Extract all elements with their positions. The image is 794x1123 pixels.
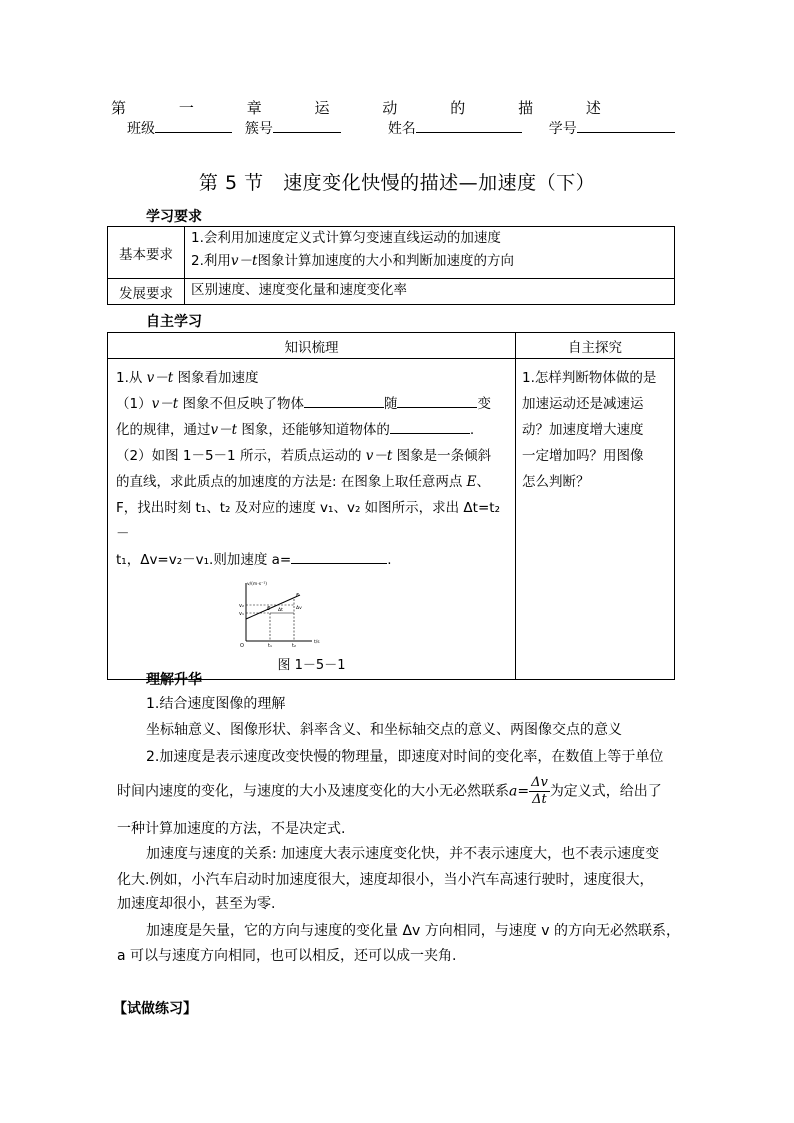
self-study-table bbox=[107, 332, 675, 680]
chapter-char: 描 bbox=[518, 99, 534, 117]
understanding-p4c: 加速度却很小，甚至为零. bbox=[117, 896, 276, 912]
advanced-label: 发展要求 bbox=[108, 279, 185, 305]
svg-text:v₂: v₂ bbox=[239, 603, 244, 609]
understanding-p4b: 化大.例如，小汽车启动时加速度很大，速度却很小，当小汽车高速行驶时，速度很大， bbox=[117, 872, 654, 888]
svg-text:v₁: v₁ bbox=[239, 611, 244, 617]
blank-4[interactable] bbox=[291, 548, 387, 564]
chapter-char: 章 bbox=[246, 99, 262, 117]
col-header-knowledge: 知识梳理 bbox=[108, 333, 516, 359]
group-field[interactable] bbox=[273, 118, 341, 133]
name-label: 姓名 bbox=[387, 121, 416, 137]
chapter-char: 动 bbox=[382, 99, 398, 117]
student-info-line bbox=[127, 118, 675, 138]
col-header-explore: 自主探究 bbox=[516, 333, 675, 359]
fig-ylabel: v/(m·s⁻¹) bbox=[247, 582, 268, 587]
understanding-p3a: 2.加速度是表示速度改变快慢的物理量，即速度对时间的变化率，在数值上等于单位 bbox=[146, 749, 664, 765]
svg-text:F: F bbox=[296, 593, 299, 599]
blank-1[interactable] bbox=[304, 392, 384, 408]
self-study-heading: 自主学习 bbox=[146, 314, 202, 330]
knowledge-cell: 1.从 v－t 图象看加速度 （1）v－t 图象不但反映了物体 随 变 化的规律，通过v－t 图象，还能够知道物体的 . （2）如图 1－5－1 所示，若质点运动的 v－t 图象是一条倾斜 的直线，求此质点的加速度的方法是: 在图象上取任意两点 E、 F，找出时刻 t₁、t₂ 及对应的速度 v₁、v₂ 如图所示，求出 Δt=t₂－ t₁，Δv=v₂－v₁.则加速度 a= . v/(m·s⁻¹) v₂ v₁ E F Δt Δv t₁ t₂ t/s O 图 1－5－1 bbox=[108, 359, 516, 680]
advanced-content: 区别速度、速度变化量和速度变化率 bbox=[185, 279, 675, 305]
requirements-heading: 学习要求 bbox=[146, 209, 202, 225]
svg-text:t/s: t/s bbox=[314, 640, 320, 645]
chapter-char: 第 bbox=[111, 99, 127, 117]
explore-cell: 1.怎样判断物体做的是 加速运动还是减速运 动？加速度增大速度 一定增加吗？用图像 怎么判断？ bbox=[516, 359, 675, 680]
svg-text:O: O bbox=[240, 643, 244, 649]
chapter-char: 运 bbox=[314, 99, 330, 117]
basic-item-1: 1.会利用加速度定义式计算匀变速直线运动的加速度 bbox=[191, 230, 501, 246]
class-label: 班级 bbox=[127, 121, 155, 137]
requirements-table bbox=[107, 226, 675, 305]
svg-text:t₁: t₁ bbox=[268, 643, 272, 649]
vt-line bbox=[246, 595, 300, 619]
figure-caption: 图 1－5－1 bbox=[277, 658, 346, 673]
chapter-char: 的 bbox=[450, 99, 466, 117]
understanding-p5a: 加速度是矢量，它的方向与速度的变化量 Δv 方向相同，与速度 v 的方向无必然联系， bbox=[146, 923, 680, 939]
id-label: 学号 bbox=[548, 121, 577, 137]
understanding-p3b: 时间内速度的变化，与速度的大小及速度变化的大小无必然联系a= $\frac{\Delta v}{\Delta t}$ 为定义式，给出了 bbox=[117, 775, 662, 807]
basic-item-2: 2.利用v－t图象计算加速度的大小和判断加速度的方向 bbox=[191, 253, 514, 269]
blank-3[interactable] bbox=[390, 418, 470, 434]
understanding-p1: 1.结合速度图像的理解 bbox=[146, 696, 286, 712]
name-field[interactable] bbox=[416, 118, 522, 133]
chapter-header bbox=[111, 97, 601, 118]
svg-text:t₂: t₂ bbox=[292, 643, 296, 649]
understanding-p2: 坐标轴意义、图像形状、斜率含义、和坐标轴交点的意义、两图像交点的意义 bbox=[146, 722, 622, 738]
understanding-heading: 理解升华 bbox=[146, 672, 202, 688]
basic-label: 基本要求 bbox=[108, 227, 185, 279]
class-field[interactable] bbox=[155, 118, 232, 133]
svg-text:Δt: Δt bbox=[278, 608, 283, 613]
blank-2[interactable] bbox=[397, 392, 477, 408]
group-label: 簇号 bbox=[244, 121, 273, 137]
understanding-p3c: 一种计算加速度的方法，不是决定式. bbox=[117, 821, 346, 837]
understanding-p4a: 加速度与速度的关系: 加速度大表示速度变化快，并不表示速度大，也不表示速度变 bbox=[146, 846, 660, 862]
vt-graph-figure bbox=[234, 579, 334, 649]
svg-text:E: E bbox=[267, 606, 271, 612]
chapter-char: 一 bbox=[178, 99, 194, 117]
practice-heading: 【试做练习】 bbox=[113, 1001, 197, 1017]
id-field[interactable] bbox=[577, 118, 675, 133]
basic-content bbox=[185, 227, 675, 279]
formula-fraction: $\frac{\Delta v}{\Delta t}$ bbox=[531, 775, 548, 807]
svg-text:Δv: Δv bbox=[296, 606, 302, 611]
section-title: 第 5 节 速度变化快慢的描述—加速度（下） bbox=[198, 172, 596, 194]
understanding-p5b: a 可以与速度方向相同，也可以相反，还可以成一夹角. bbox=[117, 948, 457, 964]
chapter-char: 述 bbox=[585, 99, 601, 117]
